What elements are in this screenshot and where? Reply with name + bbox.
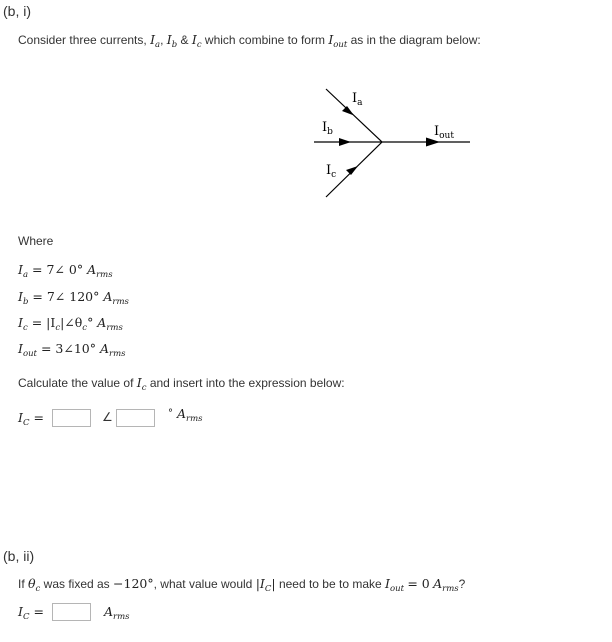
diagram-label-iout: $I_{out}$ — [434, 124, 454, 141]
answer-ic-label: $I_C$ = — [18, 410, 44, 428]
diagram-label-ib: $I_b$ — [322, 120, 333, 137]
diagram-label-ic: $I_c$ — [326, 163, 337, 180]
section-heading-bii: (b, ii) — [3, 548, 35, 564]
magnitude-input[interactable] — [52, 409, 91, 427]
equation-ia: $I_a$ = 7∠ 0° $A_{rms}$ — [18, 262, 113, 280]
angle-symbol: ∠ — [102, 410, 113, 424]
current-ia-symbol: $I_a$ — [150, 32, 161, 50]
ic-symbol: $I_c$ — [136, 375, 147, 393]
intro-mid: which combine to form — [204, 33, 325, 47]
intro-paragraph: Consider three currents, $I_a$, $I_b$ & $I_c$ which combine to form $I_{out}$ as in the diagram below: — [18, 32, 481, 50]
answer-ic-label-bii: $I_C$ = — [18, 604, 44, 622]
section-heading-bi: (b, i) — [3, 3, 31, 19]
instruction-text: Calculate the value of $I_c$ and insert into the expression below: — [18, 375, 345, 393]
arrow-a-icon — [342, 106, 354, 116]
current-iout-symbol: $I_{out}$ — [328, 32, 348, 50]
current-ib-symbol: $I_b$ — [166, 32, 178, 50]
question-bii: If $\theta_c$ was fixed as −120°, what value would $|I_C|$ need to be to make $I_{out} = 0$ $A_{rms}$? — [18, 576, 466, 594]
intro-post: as in the diagram below: — [350, 33, 481, 47]
current-junction-diagram — [300, 80, 490, 225]
answer-unit-bi: ° $A_{rms}$ — [168, 406, 203, 424]
current-ic-symbol: $I_c$ — [191, 32, 202, 50]
where-label: Where — [18, 234, 54, 248]
equation-ic: $I_c$ = $|I_c|\angle\theta_c^\circ$ $A_{rms}$ — [18, 315, 123, 333]
angle-input[interactable] — [116, 409, 155, 427]
answer-unit-bii: $A_{rms}$ — [104, 604, 130, 622]
equation-ib: $I_b$ = 7∠ 120° $A_{rms}$ — [18, 289, 129, 307]
intro-pre: Consider three currents, — [18, 33, 147, 47]
magnitude-input-bii[interactable] — [52, 603, 91, 621]
arrow-b-icon — [339, 138, 351, 146]
equation-iout: $I_{out}$ = 3∠10° $A_{rms}$ — [18, 341, 126, 359]
arrow-c-icon — [346, 166, 358, 175]
diagram-label-ia: $I_a$ — [352, 91, 363, 108]
